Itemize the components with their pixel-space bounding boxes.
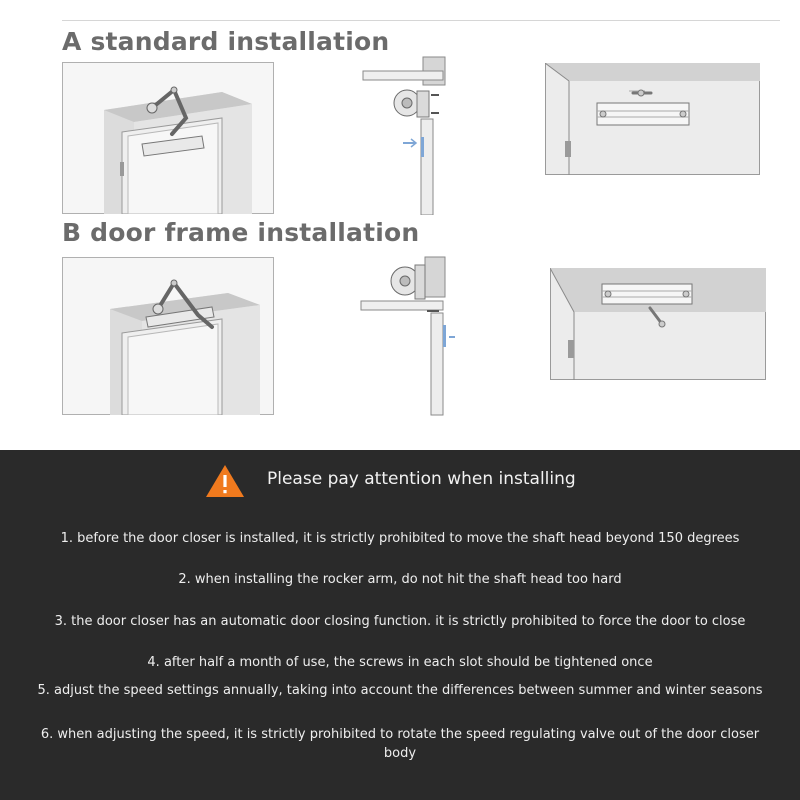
standard-installation-perspective-figure bbox=[62, 62, 274, 214]
standard-installation-elevation-figure bbox=[545, 63, 760, 175]
notice-item-3: 3. the door closer has an automatic door closing function. it is strictly prohibited to force the door to close bbox=[54, 614, 746, 629]
door-frame-installation-side-section-figure bbox=[355, 255, 455, 417]
standard-installation-side-section-figure bbox=[355, 55, 455, 215]
notice-item-4: 4. after half a month of use, the screws in each slot should be tightened once bbox=[147, 655, 653, 670]
installation-notice-panel bbox=[0, 450, 800, 800]
door-frame-installation-perspective-figure bbox=[62, 257, 274, 415]
notice-item-5: 5. adjust the speed settings annually, taking into account the differences between summer and winter seasons bbox=[37, 683, 763, 698]
notice-header bbox=[205, 464, 245, 498]
door-frame-installation-elevation-figure bbox=[550, 268, 766, 380]
notice-item-1: 1. before the door closer is installed, it is strictly prohibited to move the shaft head beyond 150 degrees bbox=[60, 531, 740, 546]
warning-triangle-icon bbox=[205, 464, 245, 498]
notice-item-2: 2. when installing the rocker arm, do not hit the shaft head too hard bbox=[178, 572, 622, 587]
section-title-door-frame-installation: B door frame installation bbox=[62, 218, 420, 247]
section-title-standard-installation: A standard installation bbox=[62, 27, 390, 56]
notice-title: Please pay attention when installing bbox=[267, 469, 576, 489]
notice-item-6: 6. when adjusting the speed, it is strictly prohibited to rotate the speed regulating valve out of the door closer body bbox=[40, 727, 760, 761]
top-divider bbox=[62, 20, 780, 21]
